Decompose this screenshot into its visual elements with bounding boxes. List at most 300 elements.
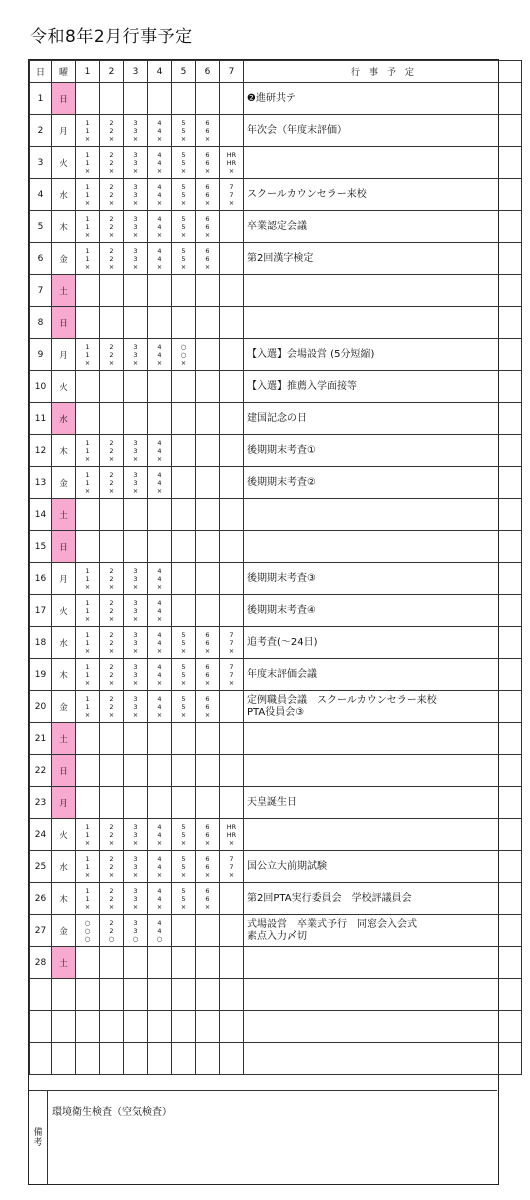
period-cell [172, 275, 196, 307]
period-mark: 5 [181, 182, 186, 191]
day-cell: 28 [30, 947, 52, 979]
period-mark: 2 [109, 446, 114, 455]
period-marks [76, 919, 99, 943]
period-marks [196, 887, 219, 911]
period-cell [148, 467, 172, 499]
period-mark: × [156, 614, 163, 623]
period-mark: × [156, 454, 163, 463]
period-mark: 4 [157, 182, 162, 191]
period-cell [172, 1043, 196, 1075]
period-mark: × [156, 230, 163, 239]
period-cell [76, 595, 100, 627]
period-cell [76, 467, 100, 499]
weekday-cell: 木 [52, 659, 76, 691]
period-mark: × [180, 710, 187, 719]
event-cell [244, 979, 522, 1011]
event-cell [244, 819, 522, 851]
period-mark: 7 [229, 662, 234, 671]
period-cell [124, 819, 148, 851]
period-mark: × [108, 198, 115, 207]
period-mark: 4 [157, 566, 162, 575]
period-mark: 2 [109, 150, 114, 159]
period-marks [148, 247, 171, 271]
period-mark: 2 [109, 670, 114, 679]
period-cell [172, 307, 196, 339]
weekday-cell [52, 979, 76, 1011]
period-mark: 2 [109, 638, 114, 647]
period-cell [100, 147, 124, 179]
weekday-cell: 木 [52, 883, 76, 915]
period-mark: 4 [157, 342, 162, 351]
period-cell [148, 435, 172, 467]
period-cell [76, 563, 100, 595]
weekday-cell: 火 [52, 819, 76, 851]
weekday-cell: 金 [52, 691, 76, 723]
period-mark: 3 [133, 478, 138, 487]
period-marks [196, 823, 219, 847]
period-marks [148, 855, 171, 879]
period-marks [148, 695, 171, 719]
period-mark: 5 [181, 894, 186, 903]
period-cell [76, 1043, 100, 1075]
period-mark: 2 [109, 574, 114, 583]
weekday-cell: 火 [52, 595, 76, 627]
period-marks [196, 855, 219, 879]
event-text: 第2回PTA実行委員会 学校評議員会 [247, 892, 412, 904]
event-text: 【入選】会場設営 (5分短縮) [247, 348, 375, 360]
period-cell [148, 307, 172, 339]
table-row [30, 115, 522, 147]
period-mark: × [156, 486, 163, 495]
period-cell [196, 1011, 220, 1043]
period-mark: × [132, 454, 139, 463]
period-cell [172, 723, 196, 755]
period-mark: 3 [133, 150, 138, 159]
period-cell [148, 275, 172, 307]
day-cell [30, 1011, 52, 1043]
period-cell [220, 243, 244, 275]
period-mark: 6 [205, 830, 210, 839]
period-mark: 3 [133, 694, 138, 703]
period-cell [124, 243, 148, 275]
period-cell [100, 339, 124, 371]
period-mark: 5 [181, 822, 186, 831]
period-mark: × [84, 710, 91, 719]
period-cell [196, 595, 220, 627]
period-cell [172, 851, 196, 883]
period-cell [172, 83, 196, 115]
period-cell [196, 371, 220, 403]
remarks-label-char-2: 考 [33, 1138, 43, 1148]
period-marks [148, 119, 171, 143]
period-marks [76, 183, 99, 207]
period-cell [100, 979, 124, 1011]
period-mark: 6 [205, 854, 210, 863]
period-cell [220, 339, 244, 371]
period-marks [124, 823, 147, 847]
period-cell [100, 819, 124, 851]
period-mark: 3 [133, 830, 138, 839]
table-row [30, 755, 522, 787]
period-mark: × [84, 134, 91, 143]
period-cell [220, 1043, 244, 1075]
period-mark: 1 [85, 190, 90, 199]
period-mark: × [180, 198, 187, 207]
period-mark: 3 [133, 190, 138, 199]
period-mark: 3 [133, 606, 138, 615]
period-cell [76, 147, 100, 179]
period-cell [124, 371, 148, 403]
period-mark: × [84, 166, 91, 175]
period-mark: 5 [181, 254, 186, 263]
period-cell [100, 83, 124, 115]
period-mark: × [84, 838, 91, 847]
weekday-cell: 火 [52, 147, 76, 179]
period-mark: 2 [109, 222, 114, 231]
remarks-section [29, 1090, 497, 1185]
period-cell [220, 947, 244, 979]
period-marks [196, 247, 219, 271]
header-period-5: 5 [172, 61, 196, 83]
event-text: 【入選】推薦入学面接等 [247, 380, 357, 392]
period-mark: × [180, 646, 187, 655]
header-period-3: 3 [124, 61, 148, 83]
period-cell [76, 915, 100, 947]
period-mark: 2 [109, 702, 114, 711]
period-mark: × [204, 134, 211, 143]
event-text: スクールカウンセラー来校 [247, 188, 367, 200]
period-mark: × [180, 678, 187, 687]
period-cell [172, 499, 196, 531]
period-mark: 4 [157, 478, 162, 487]
period-cell [124, 435, 148, 467]
period-mark: × [156, 838, 163, 847]
period-cell [196, 403, 220, 435]
period-cell [124, 83, 148, 115]
period-mark: 4 [157, 158, 162, 167]
period-cell [196, 179, 220, 211]
period-mark: 1 [85, 214, 90, 223]
period-cell [148, 851, 172, 883]
period-cell [76, 883, 100, 915]
period-cell [148, 563, 172, 595]
period-mark: 5 [181, 854, 186, 863]
event-cell [244, 499, 522, 531]
period-mark: 4 [157, 446, 162, 455]
period-mark: 3 [133, 854, 138, 863]
period-cell [76, 819, 100, 851]
period-cell [172, 115, 196, 147]
weekday-cell: 水 [52, 627, 76, 659]
period-cell [76, 755, 100, 787]
period-cell [196, 435, 220, 467]
period-mark: 1 [85, 694, 90, 703]
period-mark: 3 [133, 918, 138, 927]
table-row [30, 275, 522, 307]
period-cell [100, 851, 124, 883]
period-cell [220, 819, 244, 851]
period-mark: 4 [157, 662, 162, 671]
weekday-cell: 火 [52, 371, 76, 403]
period-marks [100, 663, 123, 687]
period-mark: × [132, 166, 139, 175]
day-cell [30, 1043, 52, 1075]
period-mark: × [84, 358, 91, 367]
day-cell: 14 [30, 499, 52, 531]
period-mark: 5 [181, 214, 186, 223]
period-cell [196, 1043, 220, 1075]
period-cell [196, 211, 220, 243]
period-cell [172, 243, 196, 275]
period-marks [124, 183, 147, 207]
period-cell [124, 1043, 148, 1075]
period-cell [220, 563, 244, 595]
period-cell [76, 787, 100, 819]
period-cell [76, 851, 100, 883]
period-cell [220, 275, 244, 307]
event-cell [244, 211, 522, 243]
period-mark: × [108, 614, 115, 623]
period-cell [148, 243, 172, 275]
period-mark: 5 [181, 126, 186, 135]
period-mark: × [108, 486, 115, 495]
period-mark: 6 [205, 630, 210, 639]
period-mark: 4 [157, 862, 162, 871]
period-marks [220, 631, 243, 655]
period-marks [220, 183, 243, 207]
period-marks [100, 919, 123, 943]
period-mark: 2 [109, 126, 114, 135]
period-marks [100, 215, 123, 239]
period-mark: 3 [133, 662, 138, 671]
period-marks [124, 151, 147, 175]
period-cell [148, 595, 172, 627]
period-mark: 1 [85, 822, 90, 831]
table-row [30, 83, 522, 115]
weekday-cell: 木 [52, 435, 76, 467]
period-cell [100, 755, 124, 787]
day-cell: 1 [30, 83, 52, 115]
weekday-cell: 土 [52, 947, 76, 979]
period-mark: 5 [181, 886, 186, 895]
period-mark: 5 [181, 702, 186, 711]
event-text: 後期期末考査③ [247, 572, 316, 584]
period-mark: × [84, 582, 91, 591]
period-mark: 1 [85, 150, 90, 159]
event-cell [244, 595, 522, 627]
period-mark: 1 [85, 894, 90, 903]
period-mark: 6 [205, 862, 210, 871]
period-mark: × [156, 870, 163, 879]
period-mark: 3 [133, 638, 138, 647]
period-mark: 7 [229, 854, 234, 863]
table-row [30, 979, 522, 1011]
table-row [30, 147, 522, 179]
period-cell [100, 371, 124, 403]
period-mark: × [156, 198, 163, 207]
period-mark: × [132, 838, 139, 847]
period-cell [220, 211, 244, 243]
period-marks [148, 215, 171, 239]
period-mark: × [228, 838, 235, 847]
period-cell [172, 819, 196, 851]
event-cell [244, 179, 522, 211]
period-cell [148, 371, 172, 403]
period-cell [172, 659, 196, 691]
weekday-cell: 土 [52, 499, 76, 531]
period-cell [196, 275, 220, 307]
table-row [30, 435, 522, 467]
period-cell [76, 435, 100, 467]
period-mark: × [156, 710, 163, 719]
period-cell [100, 563, 124, 595]
period-cell [172, 403, 196, 435]
period-cell [124, 851, 148, 883]
period-mark: 5 [181, 222, 186, 231]
period-cell [124, 563, 148, 595]
period-mark: 4 [157, 886, 162, 895]
period-mark: 3 [133, 158, 138, 167]
period-mark: 1 [85, 350, 90, 359]
event-cell [244, 659, 522, 691]
day-cell [30, 979, 52, 1011]
period-marks [76, 567, 99, 591]
period-cell [148, 179, 172, 211]
period-marks [124, 215, 147, 239]
period-cell [148, 83, 172, 115]
period-cell [148, 723, 172, 755]
day-cell: 13 [30, 467, 52, 499]
period-cell [76, 371, 100, 403]
event-cell [244, 915, 522, 947]
event-text: 追考査(〜24日) [247, 636, 318, 648]
period-cell [172, 947, 196, 979]
period-cell [196, 499, 220, 531]
period-cell [124, 147, 148, 179]
weekday-cell: 日 [52, 755, 76, 787]
period-cell [100, 1043, 124, 1075]
period-mark: × [84, 486, 91, 495]
weekday-cell: 日 [52, 531, 76, 563]
day-cell: 18 [30, 627, 52, 659]
period-mark: ○ [132, 934, 139, 943]
period-mark: 4 [157, 214, 162, 223]
event-cell [244, 755, 522, 787]
period-marks [124, 919, 147, 943]
weekday-cell: 月 [52, 115, 76, 147]
period-mark: 4 [157, 694, 162, 703]
period-cell [196, 691, 220, 723]
period-mark: 1 [85, 886, 90, 895]
period-mark: × [180, 166, 187, 175]
day-cell: 26 [30, 883, 52, 915]
period-cell [148, 1011, 172, 1043]
period-mark: ○ [84, 926, 91, 935]
period-mark: 7 [229, 182, 234, 191]
period-cell [76, 979, 100, 1011]
period-cell [172, 691, 196, 723]
period-marks [76, 119, 99, 143]
period-cell [124, 275, 148, 307]
period-mark: 6 [205, 118, 210, 127]
period-marks [196, 695, 219, 719]
period-mark: 3 [133, 702, 138, 711]
period-mark: 2 [109, 182, 114, 191]
table-row [30, 307, 522, 339]
period-cell [148, 1043, 172, 1075]
period-mark: ○ [156, 934, 163, 943]
period-marks [124, 695, 147, 719]
period-mark: × [180, 134, 187, 143]
period-cell [100, 947, 124, 979]
period-mark: HR [226, 822, 237, 831]
period-marks [100, 695, 123, 719]
period-cell [220, 659, 244, 691]
period-marks [100, 823, 123, 847]
period-mark: 1 [85, 438, 90, 447]
weekday-cell: 金 [52, 467, 76, 499]
period-marks [148, 439, 171, 463]
period-cell [100, 307, 124, 339]
period-cell [100, 691, 124, 723]
period-marks [76, 471, 99, 495]
period-cell [124, 531, 148, 563]
table-row [30, 531, 522, 563]
period-mark: × [132, 134, 139, 143]
period-cell [76, 659, 100, 691]
period-marks [148, 823, 171, 847]
period-mark: 1 [85, 478, 90, 487]
period-cell [76, 243, 100, 275]
period-marks [76, 663, 99, 687]
period-mark: × [180, 358, 187, 367]
period-mark: 1 [85, 606, 90, 615]
period-marks [100, 599, 123, 623]
period-cell [124, 179, 148, 211]
weekday-cell: 日 [52, 83, 76, 115]
period-cell [220, 979, 244, 1011]
period-cell [220, 691, 244, 723]
period-cell [196, 787, 220, 819]
weekday-cell: 月 [52, 787, 76, 819]
period-mark: 5 [181, 638, 186, 647]
period-cell [220, 307, 244, 339]
period-cell [172, 147, 196, 179]
period-mark: × [108, 678, 115, 687]
day-cell: 6 [30, 243, 52, 275]
period-cell [100, 659, 124, 691]
weekday-cell: 月 [52, 339, 76, 371]
period-cell [220, 147, 244, 179]
period-mark: × [228, 198, 235, 207]
period-marks [220, 823, 243, 847]
period-cell [148, 819, 172, 851]
period-mark: 3 [133, 342, 138, 351]
period-marks [100, 631, 123, 655]
period-mark: × [156, 902, 163, 911]
period-cell [172, 435, 196, 467]
header-events: 行 事 予 定 [244, 61, 522, 83]
period-cell [196, 339, 220, 371]
period-mark: ○ [180, 342, 187, 351]
period-cell [124, 1011, 148, 1043]
weekday-cell [52, 1011, 76, 1043]
period-marks [100, 887, 123, 911]
period-cell [124, 627, 148, 659]
period-mark: 4 [157, 574, 162, 583]
period-marks [196, 119, 219, 143]
period-mark: 3 [133, 350, 138, 359]
